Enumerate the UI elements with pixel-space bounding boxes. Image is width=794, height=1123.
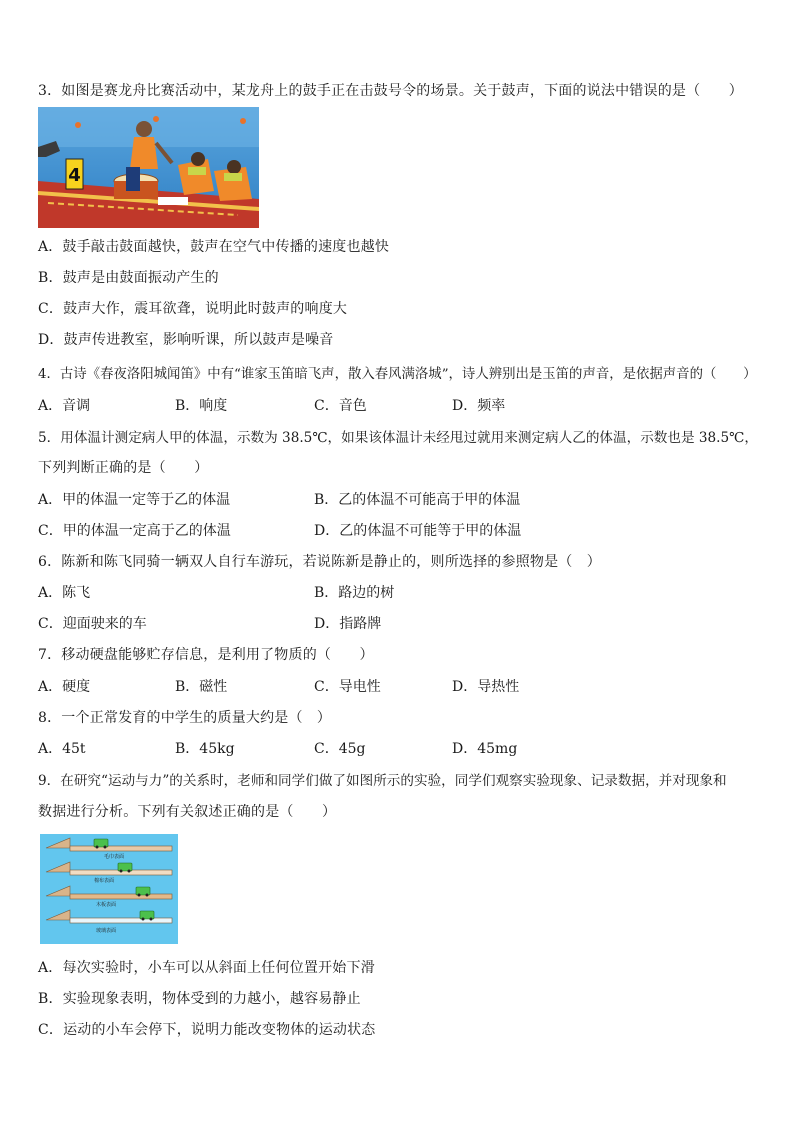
q9-option-a: A．每次实验时，小车可以从斜面上任何位置开始下滑: [38, 960, 375, 976]
q6-option-c: C．迎面驶来的车: [38, 616, 147, 632]
drummer-vest: [130, 137, 158, 169]
figure-label-glass: 玻璃表面: [96, 928, 117, 934]
figure-label-cotton: 棉布表面: [94, 878, 115, 884]
dragon-boat-illustration: [38, 107, 259, 228]
q5-stem-line1: 5．用体温计测定病人甲的体温，示数为 38.5℃，如果该体温计未经甩过就用来测定病人乙的体温，示数也是 38.5℃，: [38, 430, 758, 446]
drummer-head: [136, 121, 152, 137]
rower-head: [227, 160, 241, 174]
q3-option-a: A．鼓手敲击鼓面越快，鼓声在空气中传播的速度也越快: [38, 239, 390, 255]
rower-head: [191, 152, 205, 166]
q6-option-d: D．指路牌: [314, 616, 382, 632]
q9-option-b: B．实验现象表明，物体受到的力越小，越容易静止: [38, 991, 361, 1007]
q5-option-b: B．乙的体温不可能高于甲的体温: [314, 492, 521, 508]
q3-option-b: B．鼓声是由鼓面振动产生的: [38, 270, 219, 286]
boat-number: 4: [68, 165, 81, 186]
q9-stem-line1: 9．在研究“运动与力”的关系时，老师和同学们做了如图所示的实验，同学们观察实验现象、记录数据，并对现象和: [38, 773, 727, 789]
q8-option-a: A．45t: [38, 741, 86, 757]
cart-icon: [94, 839, 108, 847]
cart-icon: [136, 887, 150, 895]
q7-stem: 7．移动硬盘能够贮存信息，是利用了物质的（ ）: [38, 647, 374, 663]
q3-option-d: D．鼓声传进教室，影响听课，所以鼓声是噪音: [38, 332, 334, 348]
cart-icon: [118, 863, 132, 871]
cart-icon: [140, 911, 154, 919]
q4-stem: 4．古诗《春夜洛阳城闻笛》中有“谁家玉笛暗飞声，散入春风满洛城”，诗人辨别出是玉笛的声音，是依据声音的（ ）: [38, 367, 757, 382]
q7-option-c: C．导电性: [314, 679, 381, 695]
incline-experiment-figure: [40, 834, 178, 944]
q9-option-c: C．运动的小车会停下，说明力能改变物体的运动状态: [38, 1022, 376, 1038]
q6-option-b: B．路边的树: [314, 585, 395, 601]
q4-option-a: A．音调: [38, 398, 91, 414]
incline-experiment-illustration: [40, 834, 178, 944]
q5-option-d: D．乙的体温不可能等于甲的体温: [314, 523, 522, 539]
q6-option-a: A．陈飞: [38, 585, 91, 601]
q5-option-c: C．甲的体温一定高于乙的体温: [38, 523, 231, 539]
q5-stem-line2: 下列判断正确的是（ ）: [38, 460, 209, 476]
drummer-legs: [126, 167, 140, 191]
q3-option-c: C．鼓声大作，震耳欲聋，说明此时鼓声的响度大: [38, 301, 348, 317]
q6-stem: 6．陈新和陈飞同骑一辆双人自行车游玩，若说陈新是静止的，则所选择的参照物是（ ）: [38, 554, 601, 570]
q4-option-b: B．响度: [175, 398, 228, 414]
q4-option-c: C．音色: [314, 398, 367, 414]
q8-option-c: C．45g: [314, 741, 366, 757]
q7-option-d: D．导热性: [452, 679, 520, 695]
q3-stem: 3．如图是赛龙舟比赛活动中，某龙舟上的鼓手正在击鼓号令的场景。关于鼓声，下面的说法中错误的是（ ）: [38, 83, 743, 99]
q7-option-a: A．硬度: [38, 679, 91, 695]
rower-hat: [188, 167, 206, 175]
buoy: [240, 118, 246, 124]
figure-label-towel: 毛巾表面: [104, 854, 125, 860]
buoy: [75, 122, 81, 128]
q5-option-a: A．甲的体温一定等于乙的体温: [38, 492, 231, 508]
dragon-boat-photo: [38, 107, 259, 228]
figure-label-wood: 木板表面: [96, 902, 117, 908]
q8-option-d: D．45mg: [452, 741, 518, 757]
rower-hat: [224, 173, 242, 181]
q9-stem-line2: 数据进行分析。下列有关叙述正确的是（ ）: [38, 804, 337, 820]
q8-stem: 8．一个正常发育的中学生的质量大约是（ ）: [38, 710, 332, 726]
buoy: [153, 116, 159, 122]
boat-sign: [158, 197, 188, 205]
q8-option-b: B．45kg: [175, 741, 235, 757]
q7-option-b: B．磁性: [175, 679, 228, 695]
q4-option-d: D．频率: [452, 398, 506, 414]
